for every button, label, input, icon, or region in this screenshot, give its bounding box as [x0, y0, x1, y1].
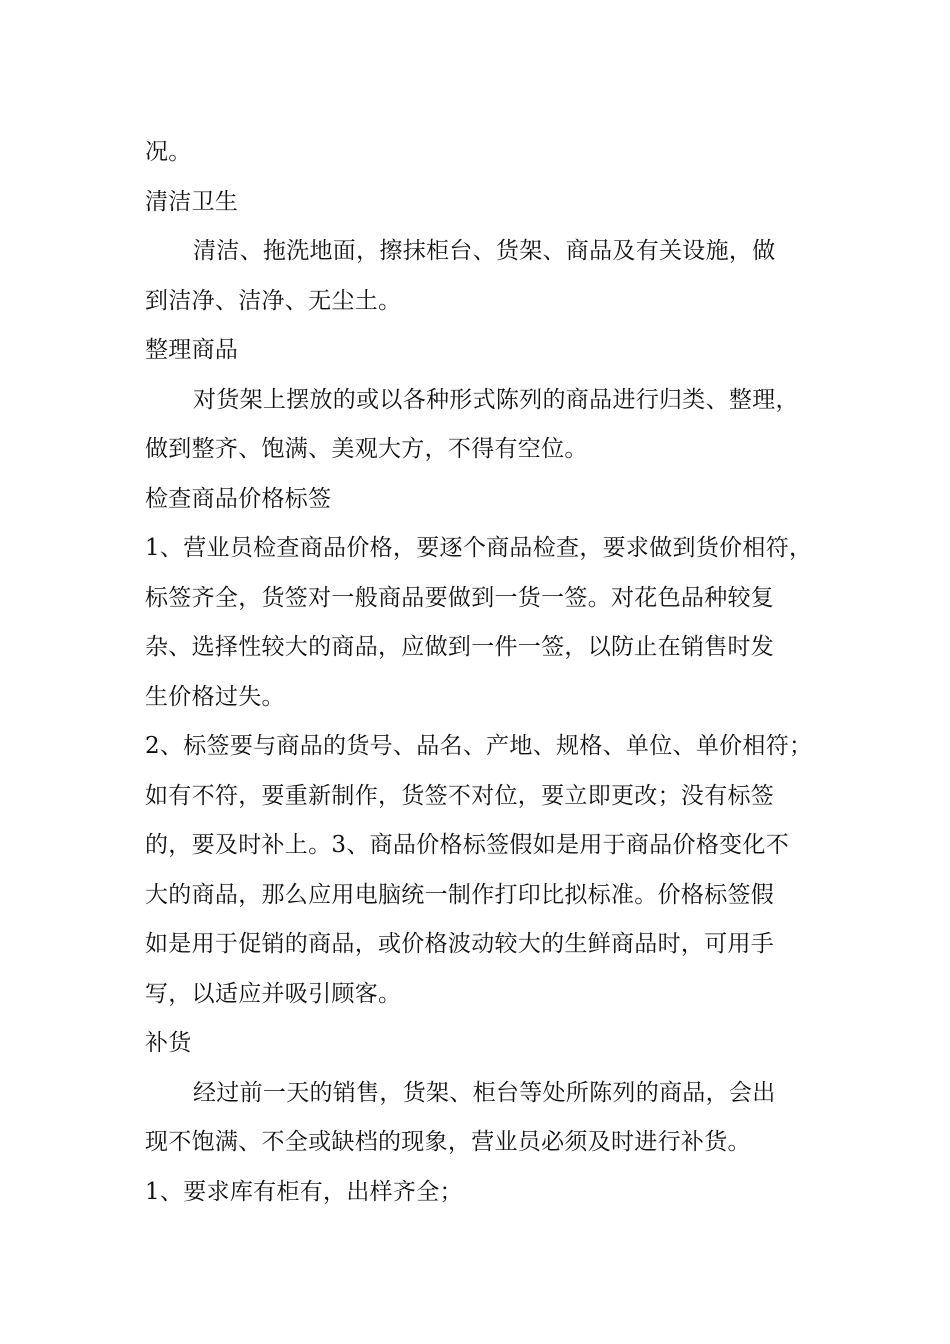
document-body: [145, 128, 813, 1217]
body-line: 大的商品，那么应用电脑统一制作打印比拟标准。价格标签假: [145, 881, 775, 908]
body-line: 做到整齐、饱满、美观大方，不得有空位。: [145, 436, 588, 462]
list-item-line: 1、要求库有柜有，出样齐全；: [145, 1178, 463, 1205]
body-line: 的，要及时补上。3、商品价格标签假如是用于商品价格变化不: [145, 832, 790, 858]
body-line: 现不饱满、不全或缺档的现象，营业员必须及时进行补货。: [145, 1129, 751, 1155]
section-heading-arrange-goods: 整理商品: [145, 337, 239, 363]
body-line: 杂、选择性较大的商品，应做到一件一签，以防止在销售时发: [145, 634, 775, 660]
body-line: 如有不符，要重新制作，货签不对位，要立即更改；没有标签: [145, 782, 775, 809]
body-line: 况。: [145, 139, 192, 165]
section-heading-cleaning: 清洁卫生: [145, 188, 239, 215]
body-line: 到洁净、洁净、无尘土。: [145, 287, 402, 314]
section-heading-price-labels: 检查商品价格标签: [145, 485, 332, 512]
section-heading-restock: 补货: [145, 1030, 192, 1056]
body-line: 如是用于促销的商品，或价格波动较大的生鲜商品时，可用手: [145, 931, 775, 957]
body-line: 生价格过失。: [145, 683, 285, 710]
paragraph-line: 经过前一天的销售，货架、柜台等处所陈列的商品，会出: [193, 1079, 776, 1106]
body-line: 写，以适应并吸引顾客。: [145, 980, 402, 1007]
paragraph-line: 清洁、拖洗地面，擦抹柜台、货架、商品及有关设施，做: [193, 238, 776, 264]
body-line: 标签齐全，货签对一般商品要做到一货一签。对花色品种较复: [145, 584, 775, 611]
list-item-line: 2、标签要与商品的货号、品名、产地、规格、单位、单价相符；: [145, 733, 813, 759]
paragraph-line: 对货架上摆放的或以各种形式陈列的商品进行归类、整理，: [193, 386, 799, 413]
list-item-line: 1、营业员检查商品价格，要逐个商品检查，要求做到货价相符，: [145, 535, 813, 561]
